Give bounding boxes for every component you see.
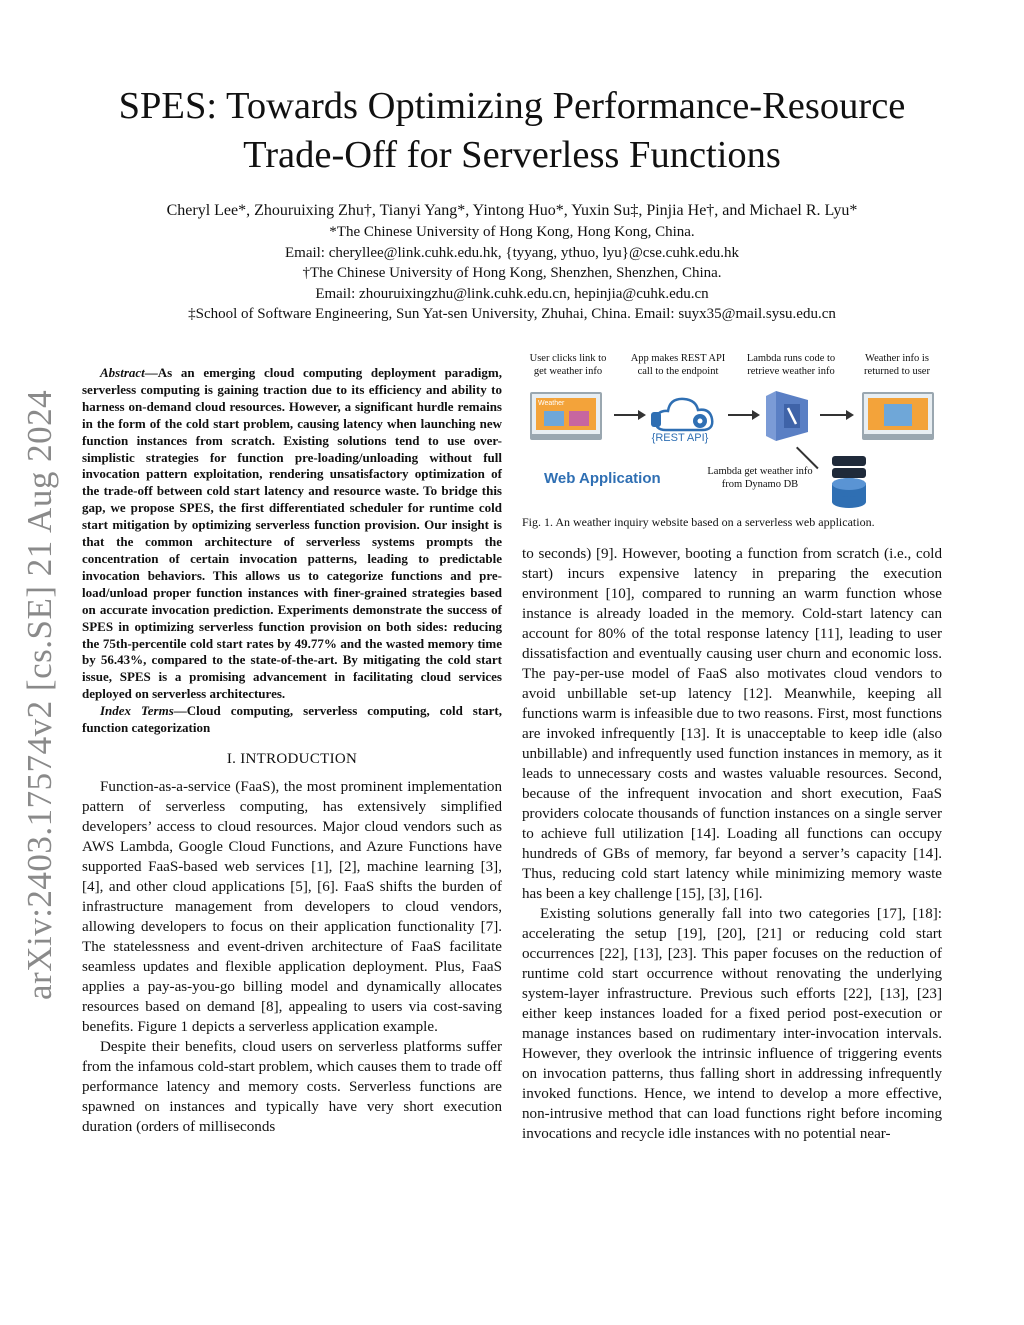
database-label: Lambda get weather info from Dynamo DB bbox=[707, 466, 813, 490]
authors: Cheryl Lee*, Zhouruixing Zhu†, Tianyi Yang*, Yintong Huo*, Yuxin Su‡, Pinjia He†, and Michael R. Lyu* bbox=[166, 202, 858, 219]
affiliation-2: Email: cheryllee@link.cuhk.edu.hk, {tyyang, ythuo, lyu}@cse.cuhk.edu.hk bbox=[284, 244, 739, 261]
arxiv-identifier: arXiv:2403.17574v2 [cs.SE] 21 Aug 2024 bbox=[20, 389, 59, 1000]
affiliation-4: Email: zhouruixingzhu@link.cuhk.edu.cn, hepinjia@cuhk.edu.cn bbox=[315, 285, 709, 302]
title-line-2: Trade-Off for Serverless Functions bbox=[243, 134, 781, 176]
paper-title bbox=[60, 82, 964, 180]
web-application-label: Web Application bbox=[544, 470, 661, 487]
lambda-icon bbox=[762, 388, 812, 444]
figure-step-3-label: Lambda runs code to retrieve weather info bbox=[746, 353, 836, 377]
paragraph: to seconds) [9]. However, booting a function from scratch (i.e., cold start) incurs expensive latency in preparing the execution environment [10], compared to running an warm function whose instance is already loaded in the memory. Cold-start latency can account for 80% of the total response latency [11], leading to user dissatisfaction and eventually causing user churn and economic loss. The pay-per-use model of FaaS also motivates cloud vendors to avoid unbillable set-up latency [12]. Meanwhile, keeping all functions warm is infeasible due to two reasons. First, most functions are invoked infrequently [13]. It is unacceptable to keep idle (also unbillable) and infrequently used function instances in memory, as it leads to unnecessary costs and wastes valuable resources. Second, because of the infrequent invocation and short execution, FaaS providers colocate thousands of function instances on a single server to achieve full utilization [14]. Loading all functions can occupy hundreds of GBs of memory, far beyond a server’s capacity [14]. Thus, reducing cold start latency while minimizing memory waste has been a key challenge [15], [3], [16]. bbox=[522, 546, 942, 902]
affiliation-5: ‡School of Software Engineering, Sun Yat-sen University, Zhuhai, China. Email: suyx35@mail.sysu.edu.cn bbox=[188, 306, 836, 323]
title-line-1: SPES: Towards Optimizing Performance-Resource bbox=[118, 85, 906, 127]
paragraph: Function-as-a-service (FaaS), the most prominent implementation pattern of serverless computing, has extensively simplified developers’ access to cloud resources. Major cloud vendors such as AWS Lambda, Google Cloud Functions, and Azure Functions have supported FaaS-based web services [1], [2], machine learning [3], [4], and other cloud applications [5], [6]. FaaS shifts the burden of infrastructure management from developers to cloud vendors, allowing developers to focus on their application functionality [7]. The statelessness and event-driven architecture of FaaS facilitate seamless updates and flexible application deployment. Plus, FaaS applies a pay-as-you-go billing model and dynamically allocates resources based on demand [8], appealing to users via cost-saving benefits. Figure 1 depicts a serverless application example. bbox=[82, 778, 502, 1035]
paragraph: Existing solutions generally fall into two categories [17], [18]: accelerating the setup [19], [20], [21] or reducing cold start occurrences [22], [13], [23]. This paper focuses on the reduction of runtime cold start occurrence without renovating the underlying system-layer infrastructure. Previous such efforts [22], [13], [23] either keep instances loaded for a fixed period post-execution or manage instances based on rudimentary inter-invocation intervals. However, they overlook the intrinsic influence of triggering events on invocation patterns, thus falling short in addressing infrequently invoked functions. Hence, we intend to develop a more effective, non-intrusive method that can load functions right before incoming invocations and recycle idle instances with no potential near- bbox=[522, 906, 942, 1142]
rest-api-label: {REST API} bbox=[651, 432, 709, 444]
affiliation-1: *The Chinese University of Hong Kong, Hong Kong, China. bbox=[329, 224, 695, 240]
screen-text: Weather bbox=[538, 400, 565, 407]
arrow-right-icon bbox=[614, 414, 644, 416]
author-block bbox=[60, 200, 964, 325]
monitor-icon bbox=[530, 392, 602, 440]
abstract bbox=[82, 365, 502, 737]
arrow-right-icon bbox=[728, 414, 758, 416]
database-icon bbox=[824, 454, 874, 508]
affiliation-3: †The Chinese University of Hong Kong, Shenzhen, Shenzhen, China. bbox=[302, 265, 722, 282]
paragraph: Despite their benefits, cloud users on serverless platforms suffer from the infamous cold-start problem, which causes them to trade off performance latency and memory costs. Serverless functions are spawned on instances and typically have very short execution duration (orders of milliseconds bbox=[82, 1038, 502, 1135]
abstract-label: Abstract bbox=[100, 365, 145, 380]
arrow-right-icon bbox=[820, 414, 852, 416]
section-heading: I. INTRODUCTION bbox=[226, 750, 358, 767]
monitor-icon bbox=[862, 392, 934, 440]
index-terms-text: —Cloud computing, serverless computing, cold start, function categorization bbox=[82, 703, 502, 736]
figure-caption: Fig. 1. An weather inquiry website based on a serverless web application. bbox=[522, 515, 875, 529]
figure-1 bbox=[522, 350, 942, 512]
figure-step-1-label: User clicks link to get weather info bbox=[529, 353, 607, 377]
figure-step-2-label: App makes REST API call to the endpoint bbox=[630, 353, 726, 377]
figure-step-4-label: Weather info is returned to user bbox=[864, 353, 930, 377]
index-terms-label: Index Terms bbox=[100, 703, 174, 719]
abstract-text: —As an emerging cloud computing deployment paradigm, serverless computing is gaining traction due to its efficiency and ability to harness on-demand cloud resources. However, a significant hurdle remains in the form of the cold start problem, causing latency when launching new function instances from scratch. Existing solutions tend to use over-simplistic strategies for function pre-loading/unloading without full invocation pattern exploitation, rendering unsatisfactory optimization of the trade-off between cold start latency and resource waste. To bridge this gap, we propose SPES, the first differentiated scheduler for runtime cold start mitigation by optimizing serverless function provision. Our insight is that the common architecture of serverless systems prompts the concentration of certain invocation patterns, leading to predictable invocation behaviors. This allows us to categorize functions and pre-load/unload proper function instances with finer-grained strategies based on accurate invocation prediction. Experiments demonstrate the success of SPES in optimizing serverless function provision on both sides: reducing the 75th-percentile cold start rates by 49.77% and the wasted memory time by 56.43%, compared to the state-of-the-art. By mitigating the cold start issue, SPES is a promising advancement in facilitating cloud services deployed on serverless architectures. bbox=[82, 365, 502, 702]
left-column bbox=[82, 365, 502, 1137]
right-column bbox=[522, 544, 942, 1144]
